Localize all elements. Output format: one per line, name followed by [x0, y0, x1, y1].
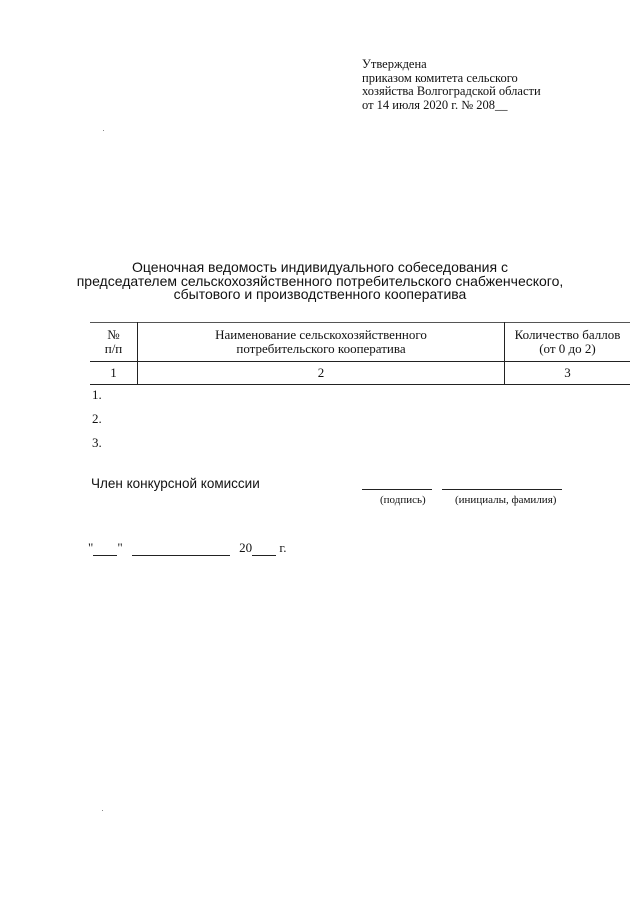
rating-table: [90, 322, 630, 385]
document-title: [60, 261, 580, 302]
scan-speck: [102, 810, 103, 811]
date-line: [88, 540, 287, 556]
title-line-2: председателем сельскохозяйственного потребительского снабженческого,: [76, 272, 564, 289]
approval-line-4: от 14 июля 2020 г. № 208__: [362, 97, 508, 112]
header-cooperative-name: [138, 323, 505, 362]
header-score-line-1: Количество баллов: [514, 327, 621, 342]
title-line-1: Оценочная ведомость индивидуального собеседования с: [132, 259, 508, 275]
approval-block: [362, 58, 541, 112]
year-suffix: г.: [279, 540, 287, 555]
year-prefix: 20: [239, 540, 253, 555]
row-list: [92, 387, 102, 459]
numbering-cell-2: 2: [138, 362, 505, 385]
signature-line: [362, 489, 432, 490]
date-close-quote: ": [117, 540, 123, 555]
header-name-line-2: потребительского кооператива: [236, 341, 406, 356]
header-number: [90, 323, 138, 362]
signature-caption: (подпись): [380, 494, 426, 506]
numbering-cell-1: 1: [90, 362, 138, 385]
header-number-abbr: п/п: [104, 341, 123, 356]
header-number-symbol: №: [107, 327, 120, 342]
list-item: 1.: [92, 387, 102, 402]
list-item: 2.: [92, 411, 102, 426]
commission-member-label: Член конкурсной комиссии: [91, 476, 260, 491]
table-header-row: [90, 323, 630, 362]
title-line-3: сбытового и производственного кооператива: [173, 286, 467, 302]
approval-line-2: приказом комитета сельского: [362, 70, 518, 85]
approval-line-1: Утверждена: [362, 57, 427, 71]
table-numbering-row: [90, 362, 630, 385]
name-caption: (инициалы, фамилия): [455, 494, 557, 506]
header-score-line-2: (от 0 до 2): [539, 341, 596, 356]
date-open-quote: ": [88, 540, 94, 555]
scan-speck: [103, 130, 104, 131]
list-item: 3.: [92, 435, 102, 450]
year-blank: [252, 554, 276, 556]
name-line: [442, 489, 562, 490]
day-blank: [93, 554, 117, 556]
numbering-cell-3: 3: [505, 362, 631, 385]
header-score: [505, 323, 631, 362]
approval-line-3: хозяйства Волгоградской области: [362, 84, 541, 98]
month-blank: [132, 554, 230, 556]
header-name-line-1: Наименование сельскохозяйственного: [215, 327, 427, 342]
